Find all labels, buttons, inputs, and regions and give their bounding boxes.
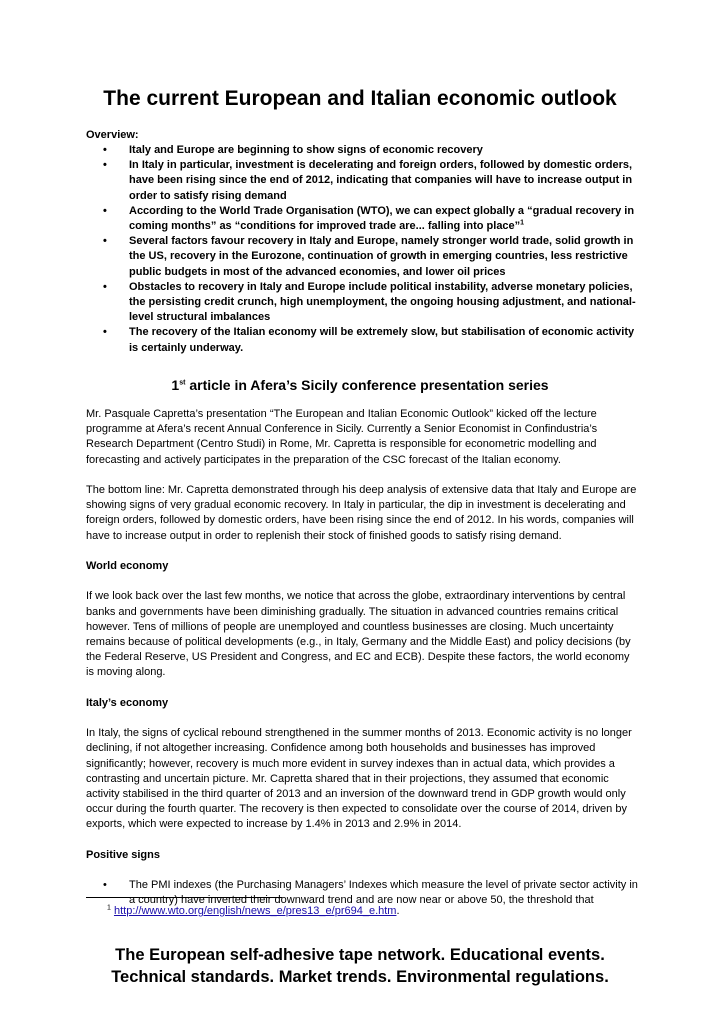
article-body — [86, 407, 638, 924]
italy-economy-paragraph: In Italy, the signs of cyclical rebound strengthened in the summer months of 2013. Economic activity is no longer declining, if not altogether increasing. Confidence among both households and businesses has improved significantly; however, recovery is much more evident in survey indexes than in actual data, which provides a contrasting and uncertain picture. Mr. Capretta shared that in their projections, they assumed that economic activity stabilised in the third quarter of 2013 and an inversion of the downward trend in GDP growth would only occur during the fourth quarter. The recovery is then expected to consolidate over the course of 2014, driven by exports, which were expected to increase by 1.4% in 2013 and 2.9% in 2014. — [86, 727, 632, 831]
overview-item — [86, 280, 636, 326]
footnote-number: 1 — [107, 904, 111, 912]
series-text: article in Afera’s Sicily conference presentation series — [185, 377, 549, 393]
series-number: 1 — [171, 377, 180, 393]
document-title: The current European and Italian economic outlook — [103, 87, 617, 110]
overview-item-text: Italy and Europe are beginning to show signs of economic recovery — [129, 144, 483, 156]
banner-line-1: The European self-adhesive tape network. Educational events. — [115, 946, 605, 964]
series-heading — [0, 376, 720, 394]
overview-item — [86, 158, 636, 204]
intro-paragraph: Mr. Pasquale Capretta’s presentation “The European and Italian Economic Outlook” kicked off the lecture programme at Afera’s recent Annual Conference in Sicily. Currently a Senior Economist in Confindustria’s Research Department (Centro Studi) in Rome, Mr. Capretta is responsible for econometric modelling and forecasting and actively participates in the preparation of the CSC forecast of the Italian economy. — [86, 408, 598, 466]
overview-item-text: Several factors favour recovery in Italy and Europe, namely stronger world trade, solid growth in the US, recovery in the Eurozone, continuation of growth in emerging countries, less restrictive public budgets in most of the advanced economies, and lower oil prices — [129, 235, 634, 278]
overview-item — [86, 234, 636, 280]
overview-item-text: The recovery of the Italian economy will be extremely slow, but stabilisation of economic activity is certainly underway. — [129, 326, 635, 354]
overview-item — [86, 204, 636, 234]
overview-item-text: According to the World Trade Organisation (WTO), we can expect globally a “gradual recovery in coming months” as “conditions for improved trade are... falling into place” — [129, 204, 635, 233]
footnote-divider — [86, 897, 282, 898]
world-economy-heading: World economy — [86, 560, 169, 572]
series-ordinal-suffix: st — [179, 379, 186, 387]
overview-list — [86, 143, 636, 356]
banner-line-2: Technical standards. Market trends. Environmental regulations. — [111, 968, 609, 986]
overview-item-text: In Italy in particular, investment is decelerating and foreign orders, followed by domestic orders, have been rising since the end of 2012, indicating that companies will have to increase output in order to satisfy rising demand — [129, 159, 633, 202]
footnote — [107, 903, 400, 919]
footnote-reference: 1 — [520, 219, 525, 227]
positive-signs-heading: Positive signs — [86, 848, 160, 861]
italy-economy-heading: Italy’s economy — [86, 696, 169, 709]
footer-banner — [0, 944, 720, 988]
bottom-line-paragraph: The bottom line: Mr. Capretta demonstrated through his deep analysis of extensive data that Italy and Europe are showing signs of very gradual economic recovery. In Italy in particular, the dip in investment is decelerating and foreign orders, followed by domestic orders, have been rising since the end of 2012. In his words, companies will have to increase output in order to replenish their stock of finished goods to satisfy rising demand. — [86, 484, 637, 542]
footnote-link[interactable]: http://www.wto.org/english/news_e/pres13_e/pr694_e.htm — [113, 905, 397, 917]
overview-item-text: Obstacles to recovery in Italy and Europe include political instability, adverse monetary policies, the persisting credit crunch, high unemployment, the ongoing housing adjustment, and national-level structural imbalances — [129, 280, 636, 324]
positive-signs-bullet: • The PMI indexes (the Purchasing Managers’ Indexes which measure the level of private sector activity in a country) have inverted their downward trend and are now near or above 50, the threshold that — [86, 878, 638, 908]
overview-item — [86, 143, 636, 158]
world-economy-paragraph: If we look back over the last few months, we notice that across the globe, extraordinary interventions by central banks and governments have been diminishing gradually. The situation in advanced countries remains critical however. Tens of millions of people are unemployed and countless businesses are closing. Much uncertainty remains because of political developments (e.g., in Italy, Germany and the Middle East) and policy decisions (by the Federal Reserve, US President and Congress, and EC and ECB). Despite these factors, the world economy is moving along. — [86, 590, 631, 679]
footnote-period: . — [396, 905, 400, 917]
overview-item — [86, 325, 636, 355]
overview-label: Overview: — [86, 129, 139, 141]
